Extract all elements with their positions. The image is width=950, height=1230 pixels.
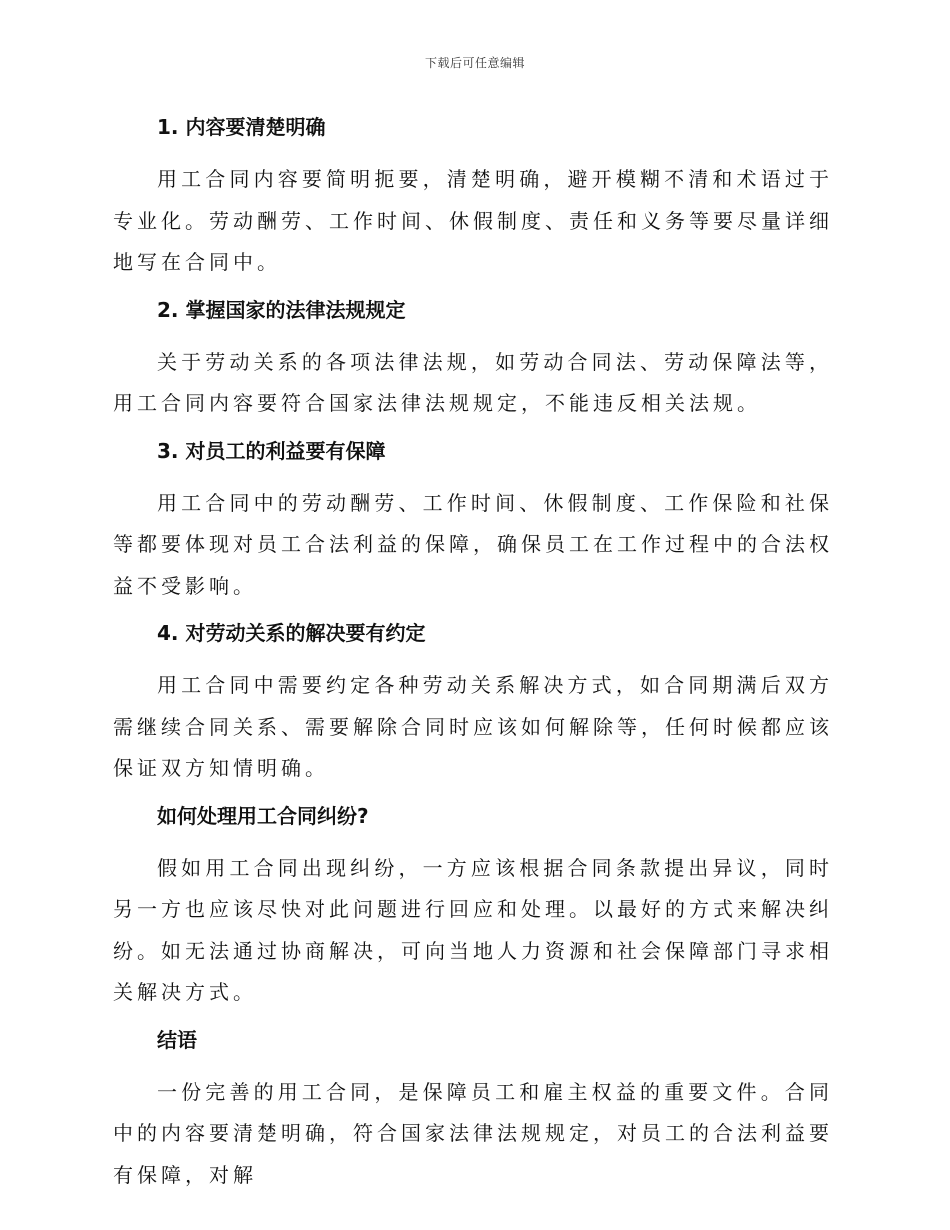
section-heading-dispute-handling: 如何处理用工合同纠纷? xyxy=(157,803,369,828)
section-paragraph-legal-compliance: 关于劳动关系的各项法律法规，如劳动合同法、劳动保障法等，用工合同内容要符合国家法律法规规定，不能违反相关法规。 xyxy=(113,349,833,415)
section-heading-conclusion: 结语 xyxy=(157,1027,197,1052)
page-header: 下载后可任意编辑 xyxy=(424,56,525,70)
section-paragraph-content-clarity: 用工合同内容要简明扼要，清楚明确，避开模糊不清和术语过于专业化。劳动酬劳、工作时间、休假制度、责任和义务等要尽量详细地写在合同中。 xyxy=(113,167,833,274)
section-heading-legal-compliance: 2. 掌握国家的法律法规规定 xyxy=(157,297,406,322)
section-paragraph-employee-interests: 用工合同中的劳动酬劳、工作时间、休假制度、工作保险和社保等都要体现对员工合法利益的保障，确保员工在工作过程中的合法权益不受影响。 xyxy=(113,490,833,598)
section-heading-employee-interests: 3. 对员工的利益要有保障 xyxy=(157,438,386,463)
section-heading-dispute-agreement: 4. 对劳动关系的解决要有约定 xyxy=(157,621,426,645)
document-body xyxy=(113,112,833,1207)
section-paragraph-dispute-agreement: 用工合同中需要约定各种劳动关系解决方式，如合同期满后双方需继续合同关系、需要解除合同时应该如何解除等，任何时候都应该保证双方知情明确。 xyxy=(113,673,833,780)
section-heading-content-clarity: 1. 内容要清楚明确 xyxy=(157,115,326,139)
section-paragraph-dispute-handling: 假如用工合同出现纠纷，一方应该根据合同条款提出异议，同时另一方也应该尽快对此问题进行回应和处理。以最好的方式来解决纠纷。如无法通过协商解决，可向当地人力资源和社会保障部门寻求相关解决方式。 xyxy=(113,855,833,1004)
section-paragraph-conclusion: 一份完善的用工合同，是保障员工和雇主权益的重要文件。合同中的内容要清楚明确，符合国家法律法规规定，对员工的合法利益要有保障，对解 xyxy=(113,1079,833,1187)
